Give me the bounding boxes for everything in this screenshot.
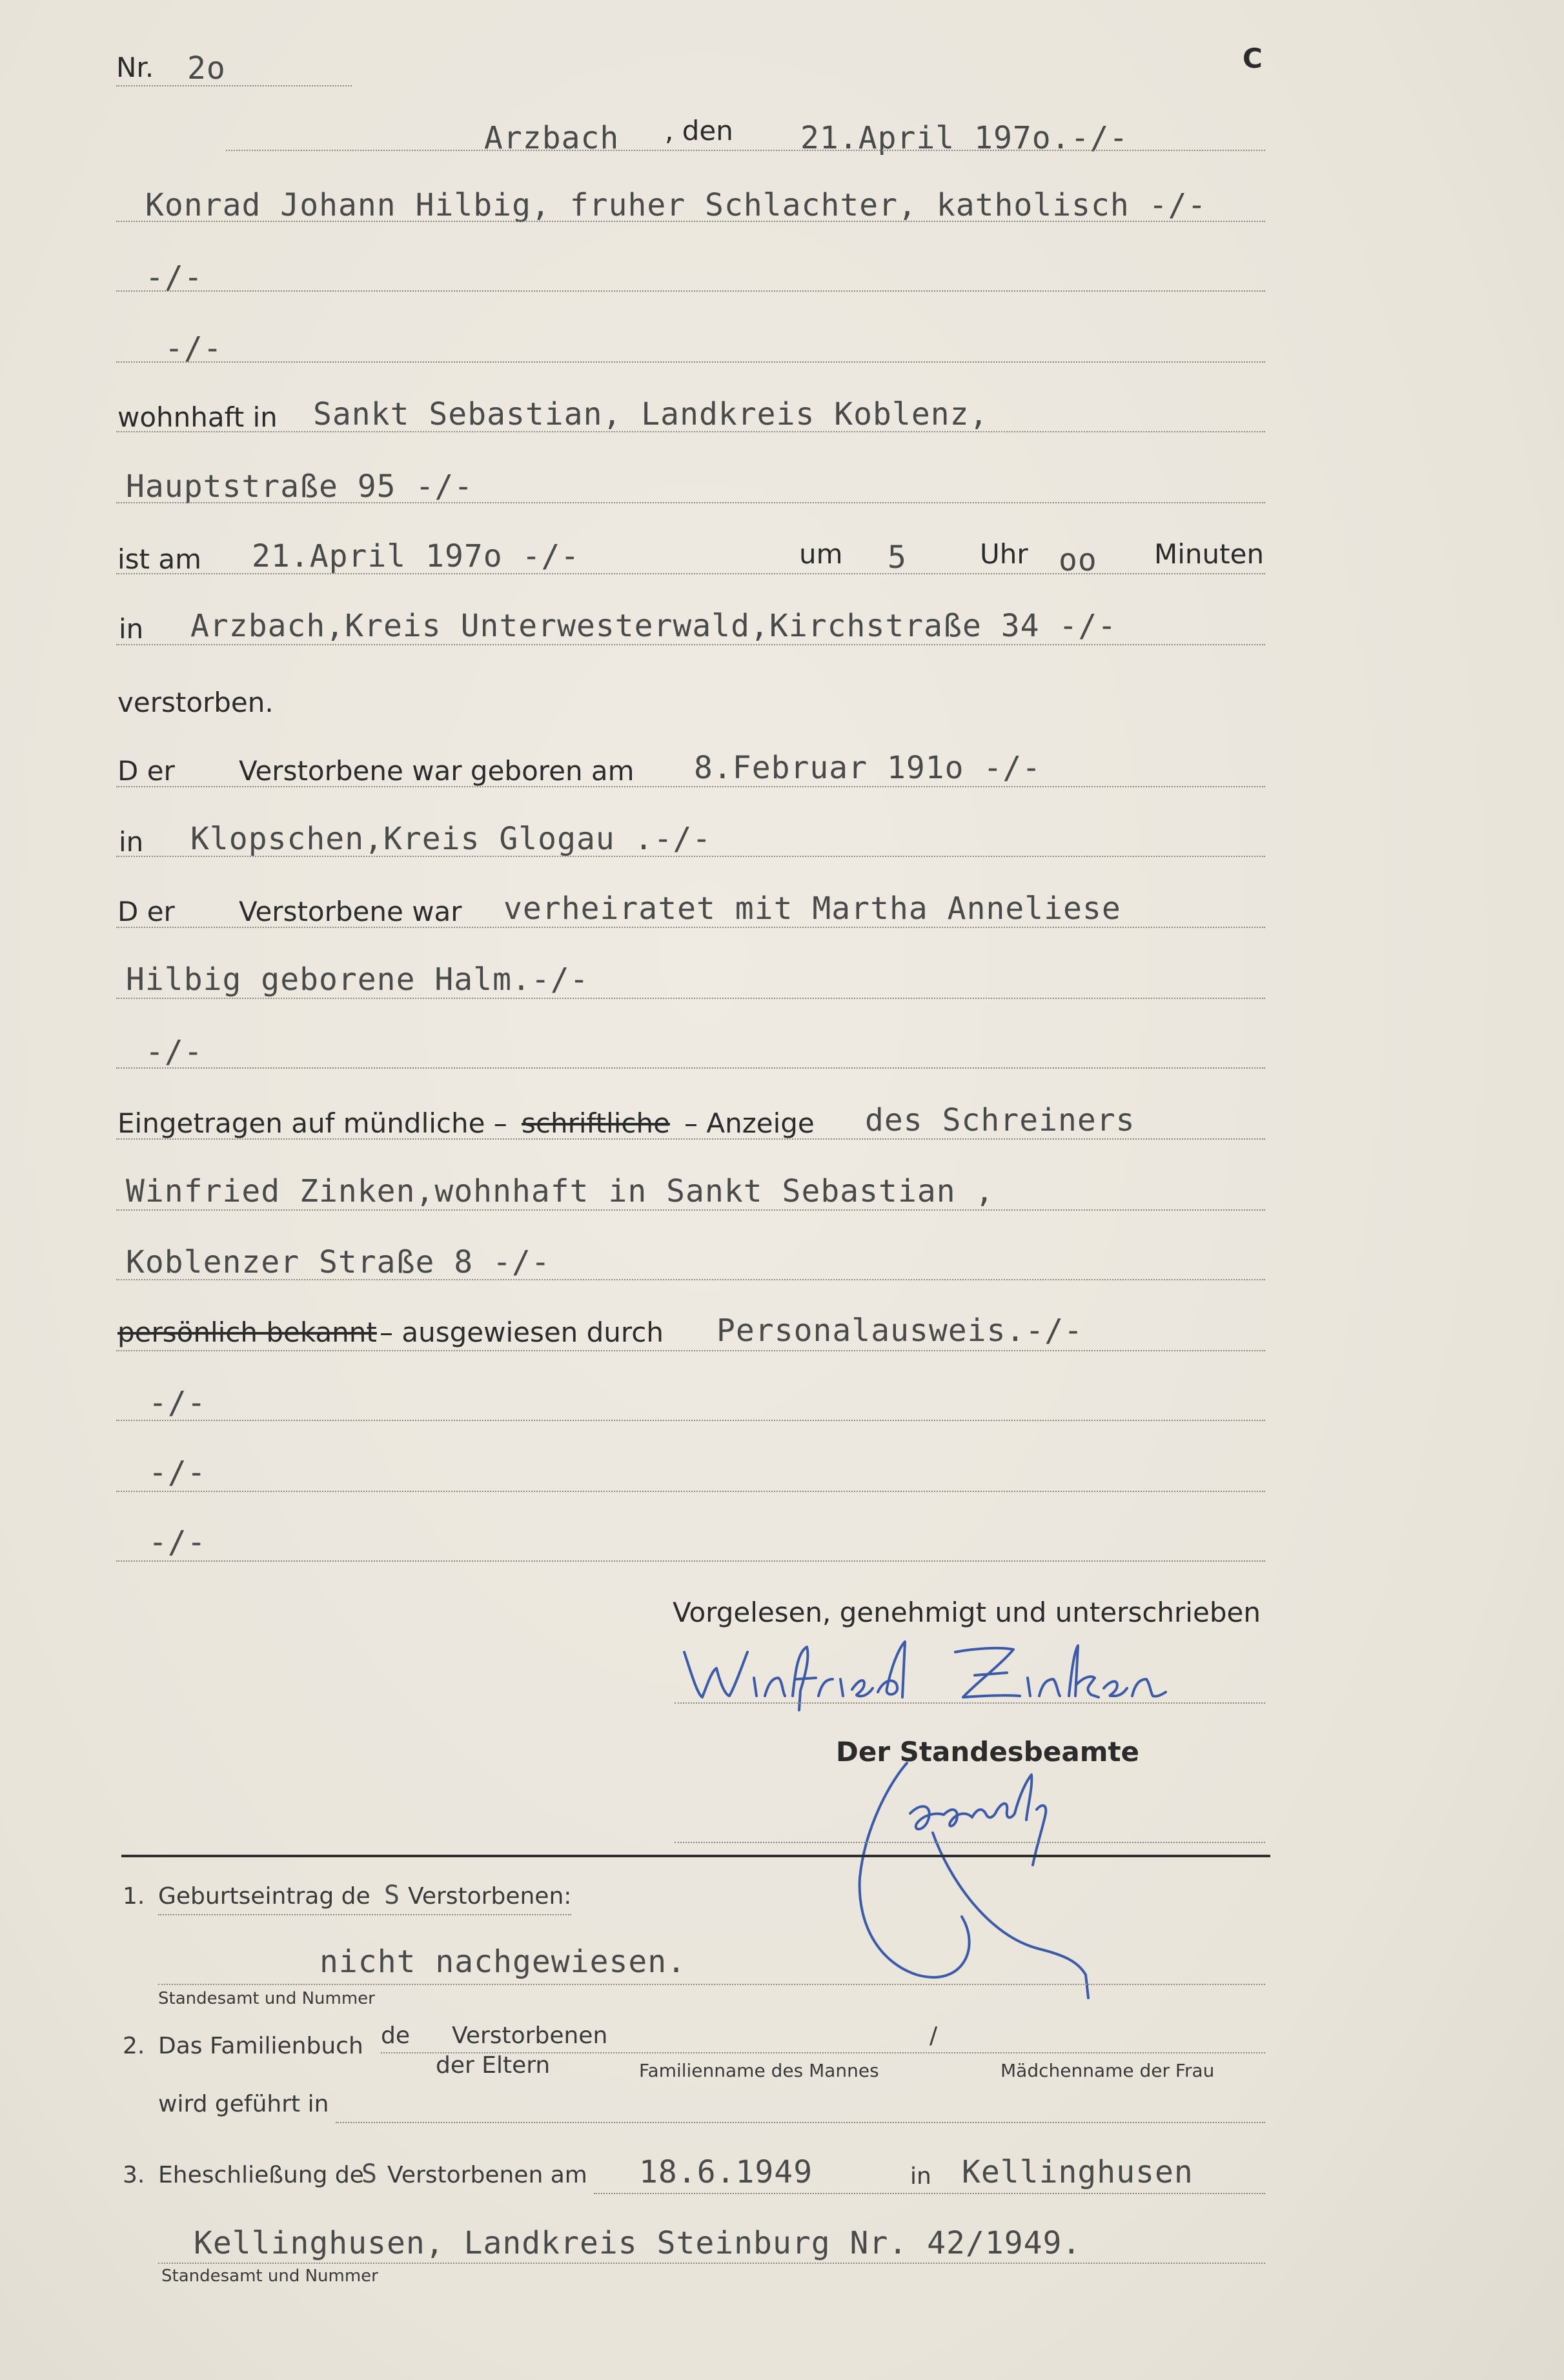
note2-eltern: der Eltern <box>436 2052 551 2079</box>
note1-sub: Standesamt und Nummer <box>158 1989 375 2008</box>
dotted-line <box>675 1842 1265 1843</box>
geboren-label: Verstorbene war geboren am <box>239 755 635 787</box>
filler: -/- <box>148 1524 207 1560</box>
note3-number: 3. <box>123 2162 145 2188</box>
dotted-line <box>116 1350 1265 1351</box>
spouse: Hilbig geborene Halm.-/- <box>126 962 589 998</box>
corner-letter: C <box>1243 43 1263 74</box>
informant-name: Winfried Zinken,wohnhaft in Sankt Sebastian , <box>126 1173 995 1209</box>
filler: -/- <box>148 1455 207 1491</box>
note2-gefuehrt: wird geführt in <box>158 2091 329 2117</box>
filler: -/- <box>165 330 223 367</box>
dotted-line <box>158 1984 1265 1985</box>
informant-signature <box>671 1633 1188 1717</box>
struck-schriftliche: schriftliche <box>522 1107 670 1139</box>
section-separator <box>121 1855 1270 1857</box>
dotted-line <box>116 1420 1265 1421</box>
dotted-line <box>116 431 1265 432</box>
note2-de: de <box>381 2022 410 2049</box>
verstorben-label: verstorben. <box>117 687 274 718</box>
in-label: in <box>119 613 144 645</box>
note2-number: 2. <box>123 2033 145 2059</box>
note3-place: Kellinghusen <box>962 2154 1193 2190</box>
note2-slash: / <box>929 2022 938 2049</box>
deceased-name: Konrad Johann Hilbig, fruher Schlachter, katholisch -/- <box>145 187 1207 223</box>
note3-label2: Verstorbenen am <box>387 2162 587 2188</box>
ausgewiesen-label: – ausgewiesen durch <box>380 1316 664 1348</box>
dotted-line <box>158 1914 571 1915</box>
note2-verstorbenen: Verstorbenen <box>452 2022 608 2049</box>
eingetragen-label: Eingetragen auf mündliche – <box>117 1107 507 1139</box>
id-document: Personalausweis.-/- <box>716 1313 1084 1349</box>
dotted-line <box>116 1279 1265 1280</box>
dotted-line <box>116 998 1265 999</box>
note1-value: nicht nachgewiesen. <box>320 1944 687 1980</box>
anzeige-label: – Anzeige <box>684 1107 815 1139</box>
uhr-label: Uhr <box>980 538 1028 570</box>
death-place: Arzbach,Kreis Unterwesterwald,Kirchstraße 34 -/- <box>190 608 1117 644</box>
war-label: Verstorbene war <box>239 896 462 927</box>
note1-number: 1. <box>123 1883 145 1910</box>
read-approved-label: Vorgelesen, genehmigt und unterschrieben <box>673 1597 1261 1628</box>
note1-s: S <box>384 1881 401 1910</box>
dotted-line <box>116 85 352 86</box>
death-date: 21.April 197o -/- <box>252 538 580 574</box>
dotted-line <box>116 856 1265 857</box>
note2-label: Das Familienbuch <box>158 2033 363 2059</box>
marital-status: verheiratet mit Martha Anneliese <box>503 891 1121 927</box>
dotted-line <box>116 1560 1265 1562</box>
dotted-line <box>226 150 1265 151</box>
dotted-line <box>116 644 1265 645</box>
dotted-line <box>336 2122 1265 2123</box>
dotted-line <box>116 290 1265 292</box>
note3-s: S <box>361 2159 378 2189</box>
dotted-line <box>116 1138 1265 1140</box>
dotted-line <box>594 2193 1265 2194</box>
residence: Sankt Sebastian, Landkreis Koblenz, <box>313 396 989 432</box>
date: 21.April 197o.-/- <box>800 120 1129 156</box>
filler: -/- <box>145 259 203 296</box>
note3-sub: Standesamt und Nummer <box>161 2266 378 2286</box>
der-label: D er <box>117 755 175 787</box>
note3-date: 18.6.1949 <box>639 2154 813 2190</box>
dotted-line <box>116 361 1265 363</box>
street: Hauptstraße 95 -/- <box>126 469 474 505</box>
death-minutes: oo <box>1059 542 1097 578</box>
note2-frau: Mädchenname der Frau <box>1000 2060 1215 2081</box>
note2-mann: Familienname des Mannes <box>639 2060 879 2081</box>
dotted-line <box>116 1067 1265 1069</box>
dotted-line <box>116 1491 1265 1492</box>
dotted-line <box>116 927 1265 928</box>
minuten-label: Minuten <box>1154 538 1264 570</box>
birth-place: Klopschen,Kreis Glogau .-/- <box>190 821 712 857</box>
informant: des Schreiners <box>865 1102 1135 1138</box>
place: Arzbach <box>484 120 620 156</box>
nr-value: 2o <box>187 50 226 86</box>
registrar-label: Der Standesbeamte <box>836 1736 1140 1768</box>
residence-label: wohnhaft in <box>117 401 278 433</box>
ist-am-label: ist am <box>117 543 202 575</box>
dotted-line <box>116 1209 1265 1211</box>
note3-value: Kellinghusen, Landkreis Steinburg Nr. 42/1949. <box>194 2225 1082 2261</box>
dotted-line <box>158 2263 1265 2264</box>
den-label: , den <box>665 115 733 146</box>
um-label: um <box>799 538 843 570</box>
dotted-line <box>116 221 1265 222</box>
der-label: D er <box>117 896 175 927</box>
note3-label: Eheschließung de <box>158 2162 364 2188</box>
struck-persoenlich-bekannt: persönlich bekannt <box>117 1316 377 1348</box>
note3-in: in <box>910 2163 931 2190</box>
nr-label: Nr. <box>116 52 154 83</box>
informant-street: Koblenzer Straße 8 -/- <box>126 1244 551 1280</box>
dotted-line <box>116 786 1265 787</box>
dotted-line <box>116 573 1265 574</box>
note1-label2: Verstorbenen: <box>408 1883 572 1910</box>
death-hour: 5 <box>888 540 907 576</box>
filler: -/- <box>148 1385 207 1421</box>
filler: -/- <box>145 1034 203 1070</box>
registrar-signature <box>846 1755 1136 2001</box>
dotted-line <box>116 502 1265 503</box>
birth-date: 8.Februar 191o -/- <box>694 750 1042 786</box>
in-label: in <box>119 826 144 858</box>
note1-label: Geburtseintrag de <box>158 1883 371 1910</box>
dotted-line <box>675 1702 1265 1704</box>
